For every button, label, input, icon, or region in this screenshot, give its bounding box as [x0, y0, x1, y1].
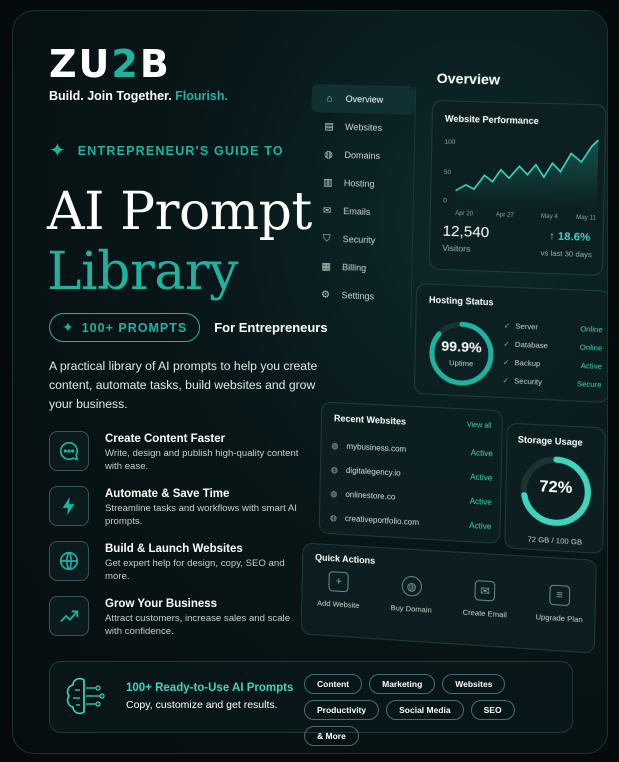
feature-title: Create Content Faster: [105, 433, 226, 445]
tagline-accent: Flourish.: [175, 89, 228, 103]
sidebar-item-label: Overview: [345, 93, 384, 105]
quick-action-label: Create Email: [462, 607, 507, 620]
status-badge: Active: [470, 471, 493, 483]
sparkle-icon: ✦: [62, 319, 74, 335]
eyebrow-text: ENTREPRENEUR'S GUIDE TO: [77, 144, 284, 158]
globe-icon: ◍: [331, 440, 339, 450]
title-line-2: Library: [47, 242, 239, 302]
globe-icon: ◍: [329, 512, 337, 522]
brain-circuit-icon: [62, 674, 108, 720]
trend-up-icon: [49, 596, 89, 636]
change-label: vs last 30 days: [540, 248, 592, 260]
status-value: Active: [580, 360, 603, 371]
billing-icon: ▦: [321, 260, 332, 273]
uptime-value: 99.9%: [441, 337, 482, 356]
globe-icon: [49, 541, 89, 581]
sidebar-item-emails[interactable]: [309, 196, 413, 228]
globe-icon: ◍: [324, 148, 333, 161]
tagline-main: Build. Join Together.: [49, 89, 176, 103]
sidebar-item-label: Settings: [341, 290, 375, 302]
sparkle-icon: ✦: [49, 140, 66, 162]
storage-card: [504, 423, 606, 554]
sidebar-item-label: Emails: [343, 206, 371, 218]
sidebar-item-domains[interactable]: [310, 140, 414, 171]
bottom-banner: [49, 661, 573, 741]
logo-tail: B: [139, 42, 171, 86]
sidebar-item-label: Security: [342, 234, 376, 246]
dashboard-sidebar: [307, 84, 416, 328]
mail-icon: ✉: [475, 580, 496, 601]
x-tick: May 11: [575, 214, 596, 222]
dashboard-title: Overview: [436, 69, 501, 88]
chip-more[interactable]: & More: [304, 726, 359, 746]
view-all-link[interactable]: View all: [466, 421, 492, 430]
logo-main: ZU: [49, 42, 112, 86]
feature-title: Automate & Save Time: [105, 488, 230, 500]
performance-card: [429, 100, 607, 276]
feature-list: [49, 431, 299, 651]
change-value: ↑ 18.6%: [548, 230, 591, 244]
feature-desc: Get expert help for design, copy, SEO and more.: [105, 558, 285, 582]
storage-percent: 72%: [539, 478, 573, 498]
globe-icon: ◍: [401, 576, 422, 597]
window-icon: ▤: [324, 120, 334, 133]
title-line-1: AI Prompt: [47, 182, 312, 242]
storage-capacity: 72 GB / 100 GB: [527, 534, 583, 547]
x-tick: Apr 27: [495, 212, 514, 219]
plus-square-icon: +: [329, 571, 349, 592]
description: A practical library of AI prompts to help you create content, automate tasks, build websites and grow your business.: [49, 359, 318, 411]
poster: [12, 10, 608, 754]
visitors-value: 12,540: [442, 222, 490, 242]
create-email-button[interactable]: [452, 579, 518, 621]
pill-side-text: For Entrepreneurs: [214, 320, 328, 335]
shield-icon: ⛉: [322, 232, 331, 245]
status-value: Online: [580, 323, 603, 334]
sidebar-item-settings[interactable]: [307, 280, 411, 312]
sidebar-item-label: Hosting: [343, 178, 375, 190]
visitors-label: Visitors: [442, 242, 471, 254]
feature-item: [49, 541, 299, 596]
y-tick: 0: [443, 197, 447, 205]
globe-icon: ◍: [330, 488, 338, 498]
site-name: onlinestore.co: [345, 489, 396, 502]
dashboard-mockup: [301, 39, 608, 658]
quick-actions-title: Quick Actions: [315, 552, 376, 566]
eyebrow: [49, 141, 284, 161]
chip-productivity[interactable]: Productivity: [304, 700, 379, 720]
hosting-status-list: [502, 316, 602, 394]
quick-action-label: Upgrade Plan: [535, 612, 583, 625]
quick-actions-list: [302, 570, 597, 626]
check-icon: ✓: [502, 375, 510, 385]
y-tick: 50: [443, 169, 452, 177]
chip-content[interactable]: Content: [304, 674, 362, 694]
status-name: Server: [515, 320, 539, 332]
feature-title: Build & Launch Websites: [105, 543, 243, 555]
pill-label: 100+ PROMPTS: [81, 320, 188, 335]
quick-action-label: Add Website: [317, 598, 360, 611]
bottom-title: 100+ Ready-to-Use AI Prompts: [126, 682, 294, 694]
logo-accent: 2: [111, 42, 140, 86]
prompts-pill: [49, 313, 200, 342]
upgrade-icon: ≡: [549, 585, 570, 607]
performance-area: [455, 136, 598, 207]
sidebar-item-websites[interactable]: [311, 112, 415, 143]
pill-row: [49, 313, 328, 342]
lightning-icon: [49, 486, 89, 526]
storage-title: Storage Usage: [517, 434, 583, 448]
feature-desc: Streamline tasks and workflows with smart AI prompts.: [105, 503, 297, 527]
buy-domain-button[interactable]: [379, 574, 444, 615]
status-badge: Active: [469, 496, 492, 507]
check-icon: ✓: [503, 320, 511, 330]
site-name: creativeportfolio.com: [344, 513, 420, 527]
feature-item: [49, 596, 299, 651]
feature-item: [49, 431, 299, 486]
chip-marketing[interactable]: Marketing: [369, 674, 435, 694]
mail-icon: ✉: [323, 204, 332, 217]
recent-websites-card: [319, 401, 503, 544]
x-tick: May 4: [540, 213, 558, 221]
home-icon: ⌂: [326, 92, 333, 105]
uptime-label: Uptime: [448, 358, 474, 369]
globe-icon: ◍: [330, 464, 338, 474]
y-tick: 100: [444, 138, 456, 147]
hosting-card: [414, 283, 608, 403]
sidebar-item-overview[interactable]: [311, 84, 415, 115]
performance-chart: [431, 101, 608, 226]
chat-sparkle-icon: [49, 431, 89, 471]
status-value: Online: [579, 342, 603, 353]
hosting-title: Hosting Status: [428, 294, 494, 308]
tagline: [49, 89, 228, 103]
server-icon: ▥: [323, 176, 333, 189]
feature-item: [49, 486, 299, 541]
site-name: mybusiness.com: [346, 441, 407, 454]
status-name: Database: [514, 339, 549, 350]
add-website-button[interactable]: [306, 570, 371, 611]
sidebar-item-security[interactable]: [309, 224, 413, 256]
chip-social-media[interactable]: Social Media: [386, 700, 464, 720]
recent-title: Recent Websites: [333, 413, 407, 427]
status-badge: Active: [470, 447, 493, 458]
status-row: [502, 371, 601, 394]
chip-seo[interactable]: SEO: [471, 700, 515, 720]
upgrade-plan-button[interactable]: [526, 583, 593, 625]
sidebar-item-label: Domains: [344, 149, 381, 162]
performance-title: Website Performance: [444, 113, 539, 127]
quick-action-label: Buy Domain: [390, 603, 432, 615]
x-tick: Apr 20: [455, 210, 474, 218]
chip-websites[interactable]: Websites: [442, 674, 505, 694]
feature-title: Grow Your Business: [105, 598, 218, 610]
site-name: digitalegency.io: [345, 465, 401, 478]
feature-desc: Attract customers, increase sales and scale with confidence.: [105, 613, 291, 637]
sidebar-item-label: Websites: [344, 121, 383, 133]
gear-icon: ⚙: [321, 288, 331, 301]
bottom-subtitle: Copy, customize and get results.: [126, 699, 278, 711]
feature-desc: Write, design and publish high-quality content with ease.: [105, 448, 299, 472]
status-value: Secure: [576, 378, 602, 389]
sidebar-item-hosting[interactable]: [310, 168, 414, 199]
recent-list: [330, 433, 493, 538]
status-name: Security: [514, 375, 543, 387]
quick-actions-card: [301, 542, 597, 653]
status-name: Backup: [514, 357, 541, 368]
sidebar-item-label: Billing: [342, 262, 367, 274]
brand-logo: [49, 42, 171, 86]
status-badge: Active: [469, 520, 492, 531]
check-icon: ✓: [503, 338, 510, 349]
check-icon: ✓: [502, 356, 510, 367]
category-chips: [304, 674, 568, 746]
sidebar-item-billing[interactable]: [308, 252, 412, 284]
